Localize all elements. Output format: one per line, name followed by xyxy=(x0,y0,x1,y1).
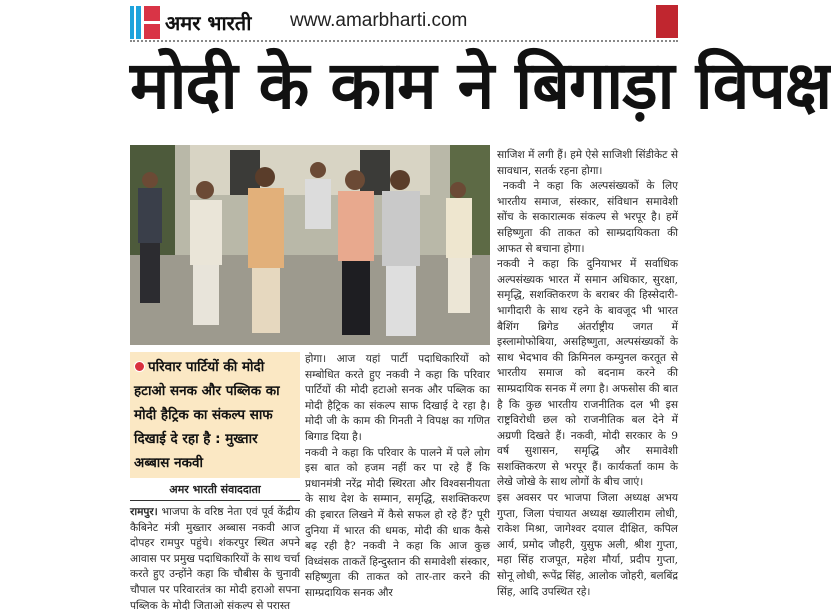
headline: मोदी के काम ने बिगाड़ा विपक्ष xyxy=(130,47,831,124)
logo-text: अमर भारती xyxy=(165,10,252,35)
paragraph: भाजपा के वरिष्ठ नेता एवं पूर्व केंद्रीय कैबिनेट मंत्री मुख्तार अब्बास नकवी आज दोपहर रामपुर पहुंचे। शंकरपुर स्थित अपने आवास पर प्रमुख पदाधिकारियों के साथ चर्चा करते हुए उन्होंने कहा कि चौबीस के चुनावी चौपाल पर परिवारतंत्र का मोदी हराओ सपना पब्लिक के मोदी जिताओ संकल्प से परास्त xyxy=(130,506,300,612)
highlight-quote: परिवार पार्टियों की मोदी हटाओ सनक और पब्लिक का मोदी हैट्रिक का संकल्प साफ दिखाई दे रहा है : मुख्तार अब्बास नकवी xyxy=(134,359,280,471)
dateline: रामपुर। xyxy=(130,506,158,518)
byline: अमर भारती संवाददाता xyxy=(130,482,300,501)
logo-mark-icon xyxy=(130,6,160,39)
bullet-dot-icon xyxy=(134,361,145,372)
article-column-left xyxy=(130,505,300,614)
masthead-divider xyxy=(130,40,678,42)
paragraph: नकवी ने कहा कि अल्पसंख्यकों के लिए भारतीय समाज, संस्कार, संविधान समावेशी सोंच के सकारात्मक संकल्प से भरपूर है। हमें सहिष्णुता की ताकत को साम्प्रदायिकता की आफत से बचाना होगा। xyxy=(497,180,678,255)
paragraph: नकवी ने कहा कि परिवार के पालने में पले लोग इस बात को हजम नहीं कर पा रहे हैं कि प्रधानमंत्री नरेंद्र मोदी स्थिरता और विश्वसनीयता के साथ देश के सम्मान, समृद्धि, सशक्तिकरण की इबारत लिखने में कैसे सफल हो रहे हैं? पूरी दुनिया में भारत की धमक, मोदी की धाक कैसे बढ़ रही है? नकवी ने कहा कि आज कुछ विध्वंसक ताकतें हिन्दुस्तान की समावेशी संस्कार, सहिष्णुता की ताकत को तार-तार करने की साम्प्रदायिक सनक और xyxy=(305,446,490,599)
highlight-quote-box xyxy=(130,352,300,478)
paragraph: साजिश में लगी हैं। हमे ऐसे साजिशी सिंडीकेट से सावधान, सतर्क रहना होगा। xyxy=(497,149,678,177)
article-column-right xyxy=(497,148,678,600)
article-column-middle xyxy=(305,352,490,602)
paragraph: होगा। आज यहां पार्टी पदाधिकारियों को सम्बोधित करते हुए नकवी ने कहा कि परिवार पार्टियों की मोदी हटाओ सनक और पब्लिक का मोदी हैट्रिक का संकल्प साफ दिखाई दे रहा है। मोदी जी के काम की गिनती ने विपक्ष का गणित बिगाड दिया है। xyxy=(305,353,490,443)
corner-red-block xyxy=(656,5,678,38)
website-url: www.amarbharti.com xyxy=(290,10,468,31)
paragraph: नकवी ने कहा कि दुनियाभर में सर्वाधिक अल्पसंख्यक भारत में समान अधिकार, सुरक्षा, समृद्धि, सशक्तिकरण के बराबर की हिस्सेदारी-भागीदारी के साथ रहने के बावजूद भी भारत बैशिंग ब्रिगेड अंतर्राष्ट्रीय जगत में इस्लामोफोबिया, असहिष्णुता, अल्पसंख्यकों के साथ भेदभाव की क्रिमिनल कम्युनल करतूत से भारतीय समाज को बदनाम करने की साम्प्रदायिक सनक में लगा है। अफसोस की बात है कि कुछ भारतीय राजनीतिक दल भी इस राष्ट्रविरोधी छल को राजनीतिक बल देने में अग्रणी दिखते हैं। नकवी, मोदी सरकार के 9 वर्ष सुशासन, समृद्धि और समावेशी सशक्तिकरण से भरपूर हैं। कार्यकर्ता काम के लेखे जोखे के साथ लोगों के बीच जाएं। xyxy=(497,258,678,489)
paragraph: इस अवसर पर भाजपा जिला अध्यक्ष अभय गुप्ता, जिला पंचायत अध्यक्ष ख्यालीराम लोधी, राकेश मिश्रा, जागेश्वर दयाल दीक्षित, कपिल आर्य, प्रमोद जौहरी, युसुफ अली, श्रीश गुप्ता, महा सिंह राजपूत, महेश मौर्या, प्रदीप गुप्ता, सोनू लोधी, रूपेंद्र सिंह, आलोक जोहरी, बलबिंद्र सिंह, आदि उपस्थित रहे। xyxy=(497,492,678,598)
masthead-logo xyxy=(130,5,251,39)
news-photo xyxy=(130,145,490,345)
left-stack xyxy=(130,352,300,614)
